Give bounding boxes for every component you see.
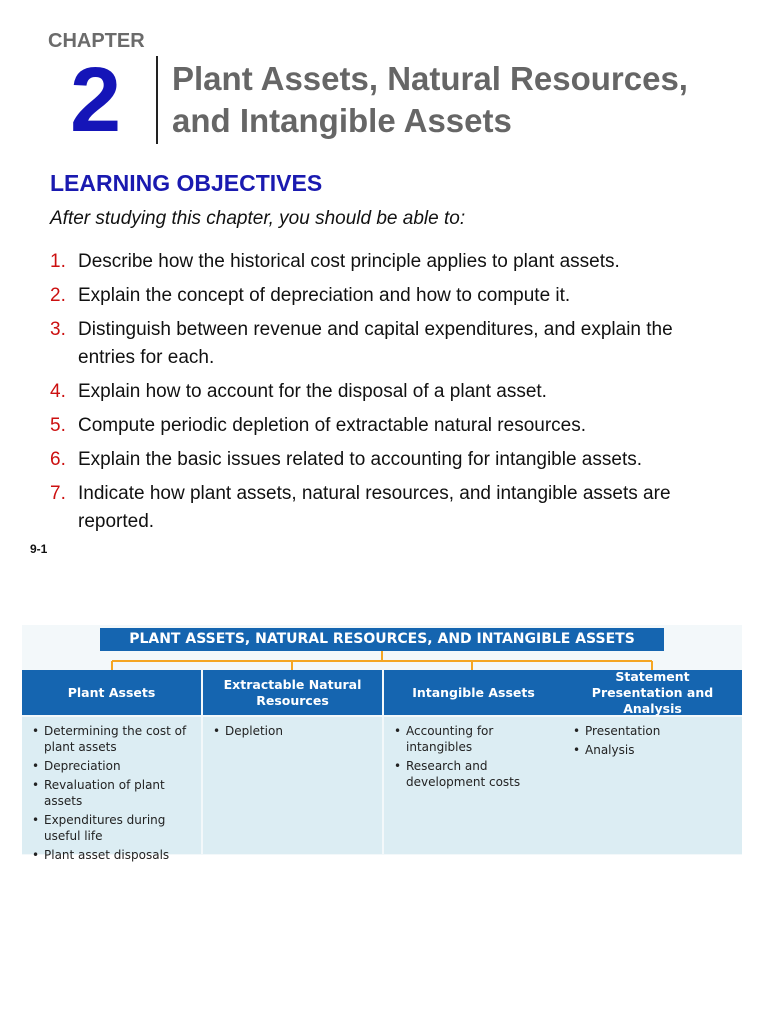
- objective-text: Explain how to account for the disposal of a plant asset.: [78, 381, 547, 402]
- chapter-label: CHAPTER: [48, 30, 145, 52]
- organizer-title: PLANT ASSETS, NATURAL RESOURCES, AND INTANGIBLE ASSETS: [100, 628, 664, 651]
- list-item: • Depreciation: [30, 758, 195, 774]
- column-body: [563, 717, 742, 854]
- objective-number: 7.: [50, 483, 66, 504]
- list-item: • Determining the cost of plant assets: [30, 723, 195, 755]
- objective-number: 1.: [50, 251, 66, 272]
- objective-number: 6.: [50, 449, 66, 470]
- column-header: Extractable Natural Resources: [203, 670, 382, 715]
- learning-objectives-heading: LEARNING OBJECTIVES: [50, 170, 323, 196]
- list-item: • Depletion: [211, 723, 376, 739]
- list-item: • Research and development costs: [392, 758, 557, 790]
- organizer-column-intangible-assets: [384, 670, 563, 854]
- list-item: • Presentation: [571, 723, 736, 739]
- organizer-column-natural-resources: [203, 670, 382, 854]
- list-item: • Accounting for intangibles: [392, 723, 557, 755]
- learning-objectives-intro: After studying this chapter, you should be able to:: [50, 208, 466, 229]
- objective-text: Explain the basic issues related to accounting for intangible assets.: [78, 449, 642, 470]
- objective-number: 3.: [50, 319, 66, 340]
- chapter-title: [172, 58, 688, 142]
- organizer-column-statement-presentation: [563, 670, 742, 854]
- chapter-organizer-diagram: [22, 625, 742, 862]
- objective-text: Compute periodic depletion of extractable natural resources.: [78, 415, 587, 436]
- objective-2: [50, 282, 730, 310]
- objective-number: 5.: [50, 415, 66, 436]
- objective-6: [50, 446, 730, 474]
- chapter-title-line-2: and Intangible Assets: [172, 102, 512, 139]
- objective-text: Distinguish between revenue and capital expenditures, and explain the entries for each.: [78, 319, 673, 368]
- objective-text: Indicate how plant assets, natural resources, and intangible assets are reported.: [78, 483, 671, 532]
- objective-number: 4.: [50, 381, 66, 402]
- objective-7: [50, 480, 730, 536]
- list-item: • Plant asset disposals: [30, 847, 195, 863]
- objective-1: [50, 248, 730, 276]
- column-header: Statement Presentation and Analysis: [563, 670, 742, 715]
- organizer-column-plant-assets: [22, 670, 201, 862]
- page-number: 9-1: [30, 542, 48, 556]
- objective-text: Describe how the historical cost principle applies to plant assets.: [78, 251, 620, 272]
- list-item: • Revaluation of plant assets: [30, 777, 195, 809]
- column-body: [384, 717, 563, 854]
- chapter-divider: [156, 56, 158, 144]
- chapter-number: 2: [70, 49, 122, 151]
- objective-5: [50, 412, 730, 440]
- chapter-title-line-1: Plant Assets, Natural Resources,: [172, 60, 688, 97]
- objective-number: 2.: [50, 285, 66, 306]
- column-body: [22, 717, 201, 862]
- objective-3: [50, 316, 730, 372]
- objective-text: Explain the concept of depreciation and how to compute it.: [78, 285, 571, 306]
- column-body: [203, 717, 382, 854]
- learning-objectives-list: [50, 248, 730, 542]
- column-header: Plant Assets: [22, 670, 201, 715]
- column-header: Intangible Assets: [384, 670, 563, 715]
- list-item: • Expenditures during useful life: [30, 812, 195, 844]
- objective-4: [50, 378, 730, 406]
- list-item: • Analysis: [571, 742, 736, 758]
